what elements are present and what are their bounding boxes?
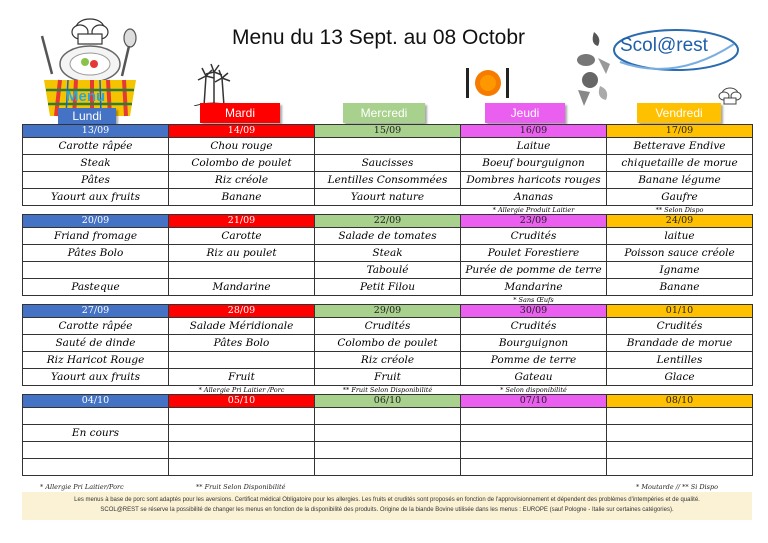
menu-cell: Glace: [607, 369, 753, 386]
menu-cell: Carotte râpée: [23, 138, 169, 155]
menu-cell: Friand fromage: [23, 228, 169, 245]
table-row: [23, 318, 753, 335]
menu-cell: Riz Haricot Rouge: [23, 352, 169, 369]
menu-cell: Bourguignon: [461, 335, 607, 352]
footnote-middle: ** Fruit Selon Disponibilité: [196, 483, 286, 491]
day-label-lundi: Lundi: [58, 108, 116, 124]
menu-cell: Crudités: [315, 318, 461, 335]
week-1-notes: [23, 206, 753, 215]
menu-cell: [315, 425, 461, 442]
week-2-dates: [23, 215, 753, 228]
day-label-mercredi: Mercredi: [343, 103, 425, 123]
menu-cell: Sauté de dinde: [23, 335, 169, 352]
table-row: [23, 279, 753, 296]
menu-cell: [461, 425, 607, 442]
menu-cell: Igname: [607, 262, 753, 279]
menu-cell: Brandade de morue: [607, 335, 753, 352]
menu-cell: Fruit: [315, 369, 461, 386]
note-cell: [169, 296, 315, 305]
menu-cell: Pomme de terre: [461, 352, 607, 369]
date-cell: 23/09: [461, 215, 607, 228]
menu-cell: chiquetaille de morue: [607, 155, 753, 172]
menu-cell: Riz créole: [315, 352, 461, 369]
menu-cell: [607, 442, 753, 459]
table-row: [23, 459, 753, 476]
date-cell: 22/09: [315, 215, 461, 228]
date-cell: 04/10: [23, 395, 169, 408]
menu-cell: Banane: [169, 189, 315, 206]
note-cell: [607, 296, 753, 305]
menu-cell: Crudités: [461, 318, 607, 335]
date-cell: 05/10: [169, 395, 315, 408]
footer-line-1: Les menus à base de porc sont adaptés pour les aversions. Certificat médical Obligatoire pour les allergies. Les fruits et crudités sont proposés en fonction de l'approvisionnement et dépendent des problèmes d'intempéries et de qualité.: [74, 497, 700, 503]
menu-cell: Laitue: [461, 138, 607, 155]
scolarest-logo: [610, 26, 740, 74]
menu-cell: Poulet Forestiere: [461, 245, 607, 262]
table-row: [23, 155, 753, 172]
menu-cell: [169, 459, 315, 476]
menu-cell: Crudités: [461, 228, 607, 245]
menu-cell: Colombo de poulet: [169, 155, 315, 172]
footnote-left: * Allergie Pri Laitier/Porc: [40, 483, 124, 491]
menu-cell: Yaourt aux fruits: [23, 189, 169, 206]
footer-line-2: SCOL@REST se réserve la possibilité de changer les menus en fonction de la disponibilité des produits. Origine de la biande Bovine utilisée dans les menus : EUROPE (sauf Pologne - Italie sur certaines catégories).: [100, 507, 674, 513]
menu-cell: Carotte: [169, 228, 315, 245]
note-cell: ** Selon Dispo: [655, 206, 704, 214]
menu-cell: Taboulé: [315, 262, 461, 279]
menu-cell: Mandarine: [169, 279, 315, 296]
date-cell: 08/10: [607, 395, 753, 408]
menu-cell: Pâtes Bolo: [23, 245, 169, 262]
menu-cell: [169, 408, 315, 425]
menu-cell: Lentilles Consommées: [315, 172, 461, 189]
menu-cell: Banane: [607, 279, 753, 296]
footer-disclaimer: [22, 492, 752, 520]
table-row: [23, 369, 753, 386]
table-row: [23, 262, 753, 279]
palm-trees-icon: [192, 62, 234, 106]
menu-cell: Purée de pomme de terre: [461, 262, 607, 279]
menu-cell: Boeuf bourguignon: [461, 155, 607, 172]
menu-cell: [607, 408, 753, 425]
day-label-jeudi: Jeudi: [485, 103, 565, 123]
menu-cell: Steak: [23, 155, 169, 172]
menu-cell: [23, 459, 169, 476]
table-row: [23, 352, 753, 369]
date-cell: 24/09: [607, 215, 753, 228]
date-cell: 15/09: [315, 125, 461, 138]
menu-cell: Pasteque: [23, 279, 169, 296]
day-label-mardi: Mardi: [200, 103, 280, 123]
chef-hat-icon: [718, 86, 742, 108]
date-cell: 21/09: [169, 215, 315, 228]
table-row: [23, 335, 753, 352]
menu-cell: [315, 459, 461, 476]
menu-cell: [607, 425, 753, 442]
scolarest-logo-text: Scol@rest: [620, 35, 708, 56]
note-cell: * Allergie Pri Laitier /Porc: [198, 386, 285, 394]
note-cell: * Sans Œufs: [513, 296, 554, 304]
menu-cell: Steak: [315, 245, 461, 262]
table-row: [23, 138, 753, 155]
date-cell: 14/09: [169, 125, 315, 138]
menu-cell: [169, 442, 315, 459]
date-cell: 28/09: [169, 305, 315, 318]
note-cell: [315, 296, 461, 305]
date-cell: 17/09: [607, 125, 753, 138]
menu-cell: Colombo de poulet: [315, 335, 461, 352]
menu-cell: Lentilles: [607, 352, 753, 369]
note-cell: [23, 386, 169, 395]
date-cell: 06/10: [315, 395, 461, 408]
menu-cell: [315, 138, 461, 155]
table-row: [23, 245, 753, 262]
day-label-vendredi: Vendredi: [637, 103, 721, 123]
menu-cell: En cours: [23, 425, 169, 442]
menu-cell: Crudités: [607, 318, 753, 335]
menu-cell: [23, 262, 169, 279]
date-cell: 30/09: [461, 305, 607, 318]
menu-cell: Salade Méridionale: [169, 318, 315, 335]
menu-cell: Dombres haricots rouges: [461, 172, 607, 189]
note-cell: [169, 206, 315, 215]
footnote-right: * Moutarde // ** Si Dispo: [636, 483, 719, 491]
menu-table: [22, 124, 753, 476]
week-3-dates: [23, 305, 753, 318]
menu-cell: [169, 262, 315, 279]
menu-cell: Pâtes Bolo: [169, 335, 315, 352]
menu-cell: [461, 408, 607, 425]
note-cell: ** Fruit Selon Disponibilité: [342, 386, 433, 394]
menu-cell: [23, 442, 169, 459]
date-cell: 29/09: [315, 305, 461, 318]
menu-cell: Chou rouge: [169, 138, 315, 155]
note-cell: [315, 206, 461, 215]
week-4-dates: [23, 395, 753, 408]
note-cell: [23, 206, 169, 215]
menu-cell: [315, 442, 461, 459]
week-2-notes: [23, 296, 753, 305]
menu-cell: Mandarine: [461, 279, 607, 296]
menu-cell: [169, 352, 315, 369]
menu-cell: Salade de tomates: [315, 228, 461, 245]
note-cell: [607, 386, 753, 395]
menu-cell: Banane légume: [607, 172, 753, 189]
date-cell: 07/10: [461, 395, 607, 408]
menu-cell: laitue: [607, 228, 753, 245]
menu-cell: Pâtes: [23, 172, 169, 189]
date-cell: 01/10: [607, 305, 753, 318]
menu-cell: Saucisses: [315, 155, 461, 172]
menu-cell: [23, 408, 169, 425]
date-cell: 13/09: [23, 125, 169, 138]
table-row: [23, 425, 753, 442]
menu-cell: Carotte râpée: [23, 318, 169, 335]
menu-cell: Yaourt nature: [315, 189, 461, 206]
menu-cell: Petit Filou: [315, 279, 461, 296]
menu-cell: Poisson sauce créole: [607, 245, 753, 262]
menu-cell: [461, 459, 607, 476]
table-row: [23, 189, 753, 206]
note-cell: * Selon disponibilité: [500, 386, 567, 394]
table-row: [23, 442, 753, 459]
menu-cell: Riz au poulet: [169, 245, 315, 262]
menu-cell: Fruit: [169, 369, 315, 386]
menu-cell: Yaourt aux fruits: [23, 369, 169, 386]
menu-logo-text: Menu: [66, 88, 106, 105]
menu-cell: Riz créole: [169, 172, 315, 189]
note-cell: * Allergie Produit Laitier: [492, 206, 575, 214]
table-row: [23, 172, 753, 189]
menu-cell: Gaufre: [607, 189, 753, 206]
menu-cell: Ananas: [461, 189, 607, 206]
page-title: Menu du 13 Sept. au 08 Octobr: [232, 26, 526, 49]
date-cell: 20/09: [23, 215, 169, 228]
menu-cell: [315, 408, 461, 425]
menu-cell: [607, 459, 753, 476]
menu-cell: [461, 442, 607, 459]
table-row: [23, 408, 753, 425]
note-cell: [23, 296, 169, 305]
date-cell: 16/09: [461, 125, 607, 138]
date-cell: 27/09: [23, 305, 169, 318]
week-3-notes: [23, 386, 753, 395]
menu-cell: Betterave Endive: [607, 138, 753, 155]
week-1-dates: [23, 125, 753, 138]
table-row: [23, 228, 753, 245]
menu-cell: [169, 425, 315, 442]
plate-cutlery-icon: [462, 66, 514, 100]
menu-cell: Gateau: [461, 369, 607, 386]
